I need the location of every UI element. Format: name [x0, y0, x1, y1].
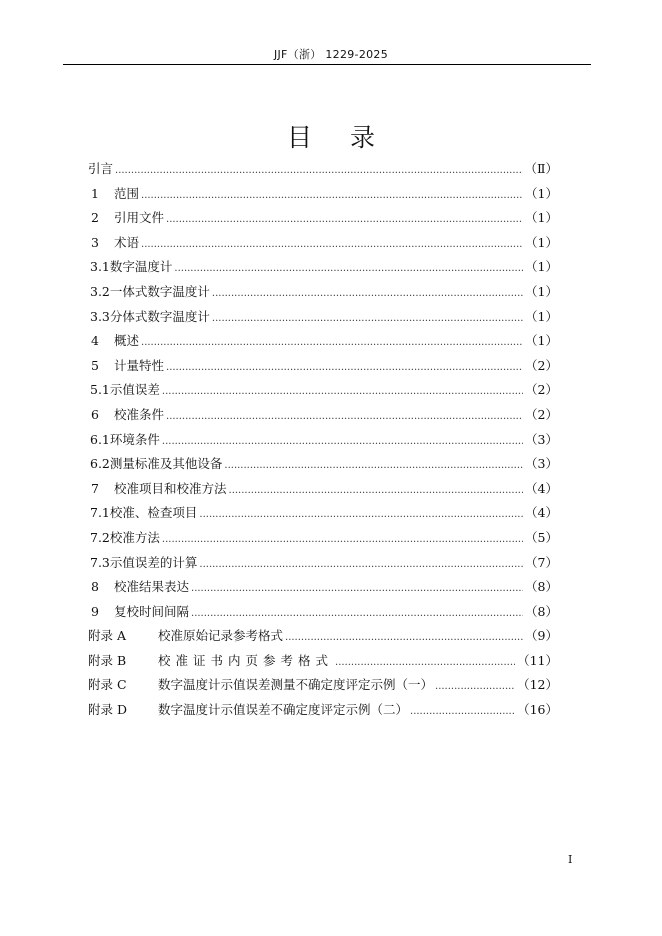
toc-entry[interactable]: [88, 428, 558, 453]
toc-entry[interactable]: [88, 354, 558, 379]
toc-entry[interactable]: [88, 698, 558, 723]
toc-entry-number: 5: [91, 357, 99, 373]
toc-entry-page: （7）: [525, 554, 558, 570]
toc-leader-dots: [166, 354, 523, 381]
toc-entry[interactable]: [88, 501, 558, 526]
toc-leader-dots: [166, 403, 523, 430]
toc-entry-title: 引言: [88, 161, 114, 176]
toc-leader-dots: [174, 255, 523, 282]
toc-entry-number: 3.2: [90, 283, 110, 299]
toc-leader-dots: [212, 280, 523, 307]
toc-leader-dots: [212, 305, 523, 332]
toc-entry-page: （1）: [525, 333, 558, 349]
toc-entry-title: 校准结果表达: [114, 579, 190, 595]
toc-entry-page: （2）: [525, 357, 558, 373]
toc-leader-dots: [141, 231, 523, 258]
toc-entry[interactable]: [88, 452, 558, 477]
toc-entry-page: （Ⅱ）: [524, 161, 558, 176]
toc-entry-title: 校准项目和校准方法: [114, 480, 227, 496]
toc-entry[interactable]: [88, 551, 558, 576]
toc-leader-dots: [410, 698, 515, 725]
toc-entry-number: 3.3: [90, 308, 110, 324]
toc-leader-dots: [115, 157, 522, 184]
toc-entry-number: 6.2: [90, 456, 110, 472]
toc-leader-dots: [141, 329, 523, 356]
toc-entry-page: （8）: [525, 603, 558, 619]
toc-entry-page: （3）: [525, 456, 558, 472]
toc-entry-title: 校准证书内页参考格式: [158, 652, 334, 668]
toc-entry-title: 校准原始记录参考格式: [158, 628, 284, 644]
toc-leader-dots: [335, 649, 515, 676]
toc-entry-title: 环境条件: [109, 431, 160, 447]
toc-entry-page: （16）: [517, 702, 558, 718]
toc-entry-title: 分体式数字温度计: [109, 308, 210, 324]
toc-entry-page: （11）: [517, 652, 558, 668]
toc-entry[interactable]: [88, 255, 558, 280]
toc-entry-number: 3: [91, 234, 99, 250]
toc-entry-title: 校准条件: [114, 406, 165, 422]
page-title: 目录: [286, 123, 413, 152]
toc-entry-page: （5）: [525, 529, 558, 545]
toc-entry-page: （3）: [525, 431, 558, 447]
toc-entry-page: （9）: [525, 628, 558, 644]
toc-entry-title: 示值误差的计算: [109, 554, 198, 570]
toc-entry-page: （4）: [525, 505, 558, 521]
toc-leader-dots: [191, 575, 523, 602]
toc-leader-dots: [199, 551, 523, 578]
toc-entry-page: （1）: [525, 210, 558, 226]
toc-leader-dots: [162, 526, 523, 553]
toc-entry[interactable]: [88, 403, 558, 428]
toc-entry-title: 术语: [114, 234, 140, 250]
toc-entry-page: （1）: [525, 283, 558, 299]
toc-entry-title: 测量标准及其他设备: [109, 456, 223, 472]
toc-entry[interactable]: [88, 575, 558, 600]
toc-leader-dots: [285, 624, 523, 651]
toc-entry-number: 7: [91, 480, 99, 496]
toc-entry-number: 5.1: [90, 382, 110, 398]
toc-entry-title: 计量特性: [114, 357, 165, 373]
toc-entry-number: 7.3: [90, 554, 110, 570]
toc-leader-dots: [162, 378, 523, 405]
toc-entry-page: （1）: [525, 234, 558, 250]
toc-entry-number: 6.1: [90, 431, 110, 447]
toc-entry[interactable]: [88, 477, 558, 502]
toc-leader-dots: [229, 477, 524, 504]
toc-entry-number: 4: [91, 333, 99, 349]
toc-entry-title: 示值误差: [109, 382, 160, 398]
toc-entry[interactable]: [88, 624, 558, 649]
toc-entry-number: 附录 D: [88, 702, 127, 718]
toc-leader-dots: [224, 452, 523, 479]
toc-entry-title: 校准方法: [109, 529, 160, 545]
toc-entry-number: 7.2: [90, 529, 110, 545]
toc-entry-page: （2）: [525, 382, 558, 398]
toc-entry[interactable]: [88, 206, 558, 231]
toc-entry-title: 概述: [114, 333, 140, 349]
toc-leader-dots: [141, 182, 523, 209]
toc-entry-number: 9: [91, 603, 99, 619]
toc-entry[interactable]: [88, 526, 558, 551]
toc-entry-page: （12）: [517, 677, 558, 693]
document-header-code: JJF（浙） 1229-2025: [273, 48, 389, 61]
toc-entry-page: （1）: [525, 259, 558, 275]
toc-entry[interactable]: [88, 280, 558, 305]
toc-entry-page: （1）: [525, 308, 558, 324]
toc-entry[interactable]: [88, 378, 558, 403]
toc-leader-dots: [191, 600, 523, 627]
toc-entry-number: 附录 A: [88, 628, 127, 644]
toc-entry[interactable]: [88, 329, 558, 354]
toc-entry[interactable]: [88, 231, 558, 256]
toc-entry-title: 范围: [114, 185, 140, 201]
header-rule: [63, 64, 591, 65]
toc-entry-page: （4）: [525, 480, 558, 496]
toc-entry[interactable]: [88, 157, 558, 182]
toc-entry-page: （2）: [525, 406, 558, 422]
toc-leader-dots: [435, 673, 515, 700]
toc-entry-number: 8: [91, 579, 99, 595]
toc-entry-page: （1）: [525, 185, 558, 201]
toc-entry-number: 2: [91, 210, 99, 226]
toc-entry-number: 附录 C: [88, 677, 127, 693]
toc-entry-title: 数字温度计示值误差测量不确定度评定示例（一）: [158, 677, 434, 693]
toc-entry[interactable]: [88, 600, 558, 625]
toc-entry[interactable]: [88, 182, 558, 207]
toc-entry-number: 附录 B: [88, 652, 127, 668]
table-of-contents: [88, 157, 558, 723]
toc-leader-dots: [199, 501, 523, 528]
toc-entry-title: 数字温度计示值误差不确定度评定示例（二）: [158, 702, 409, 718]
toc-entry-number: 7.1: [90, 505, 110, 521]
toc-leader-dots: [162, 428, 523, 455]
toc-entry[interactable]: [88, 673, 558, 698]
toc-entry-number: 3.1: [90, 259, 110, 275]
toc-entry-title: 校准、检查项目: [109, 505, 198, 521]
toc-entry-title: 复校时间间隔: [114, 603, 190, 619]
toc-entry[interactable]: [88, 305, 558, 330]
toc-entry-title: 引用文件: [114, 210, 165, 226]
toc-entry-number: 6: [91, 406, 99, 422]
toc-entry-page: （8）: [525, 579, 558, 595]
toc-leader-dots: [166, 206, 523, 233]
toc-entry-number: 1: [91, 185, 99, 201]
page-number: I: [568, 853, 573, 866]
toc-entry-title: 数字温度计: [109, 259, 173, 275]
toc-entry-title: 一体式数字温度计: [109, 283, 210, 299]
toc-entry[interactable]: [88, 649, 558, 674]
